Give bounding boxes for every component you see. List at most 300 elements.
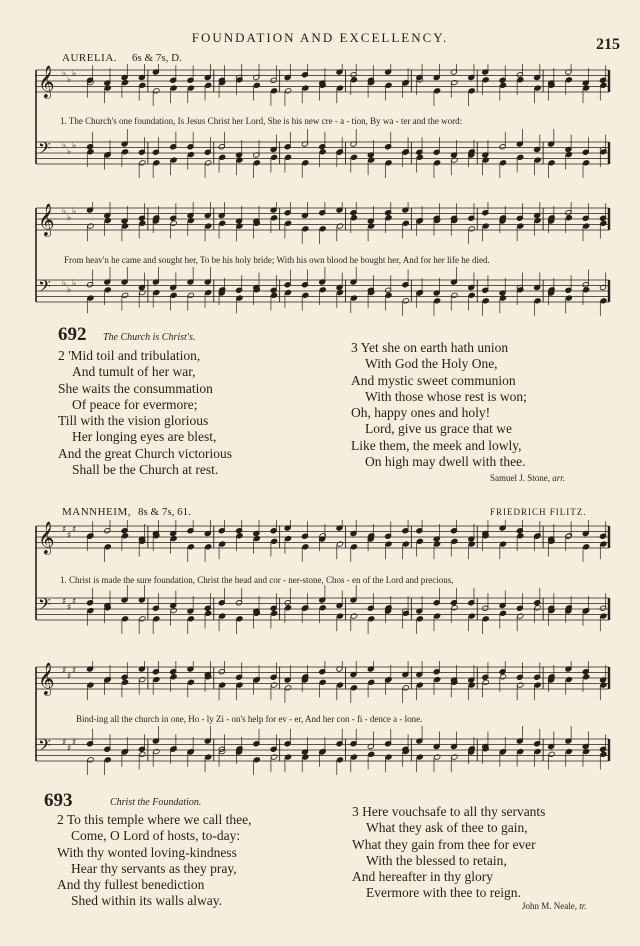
stanza-line: And tumult of her war, [72, 364, 196, 380]
note-head [517, 287, 524, 293]
note-head [499, 160, 506, 166]
note-head [104, 757, 111, 763]
bass-clef-icon: 𝄢 [38, 594, 51, 618]
note-head [153, 160, 160, 166]
note-head [205, 82, 212, 88]
key-signature-icon: ♭ [67, 147, 72, 157]
stanza-line: And mystic sweet communion [351, 372, 516, 388]
note-head [499, 748, 506, 754]
note-head [468, 682, 475, 688]
stanza-line: Till with the vision glorious [58, 413, 209, 429]
stanza-line: She waits the consummation [58, 380, 213, 396]
note-head [104, 544, 111, 550]
key-signature-icon: ♭ [62, 141, 67, 151]
note-head [170, 607, 177, 613]
note-head [205, 544, 212, 550]
note-head [350, 685, 357, 691]
note-head [368, 157, 375, 163]
note-head [121, 79, 128, 85]
note-head [336, 541, 343, 547]
key-signature-icon: ♭ [67, 75, 72, 85]
note-head [336, 757, 343, 763]
key-signature-icon: ♯ [67, 672, 72, 682]
note-head [468, 613, 475, 619]
stanza-line: Hear thy servants as they pray, [71, 860, 237, 876]
stanza-line: What they gain from thee for ever [352, 836, 536, 852]
note-head [170, 674, 177, 680]
note-head [285, 535, 292, 541]
note-head [302, 605, 309, 611]
stanza-line: With the blessed to retain, [366, 852, 507, 868]
note-head [153, 748, 160, 754]
note-head [285, 154, 292, 160]
note-head [499, 82, 506, 88]
note-head [482, 157, 489, 163]
note-head [600, 751, 607, 757]
key-signature-icon: ♯ [72, 525, 77, 535]
note-head [219, 682, 226, 688]
note-head [139, 676, 146, 682]
hymn-title-693: Christ the Foundation. [110, 797, 202, 808]
note-head [468, 88, 475, 94]
note-head [121, 748, 128, 754]
note-head [253, 757, 260, 763]
author-credit-693 [522, 901, 587, 911]
note-head [302, 226, 309, 232]
note-head [319, 748, 326, 754]
note-head [121, 223, 128, 229]
note-head [451, 754, 458, 760]
note-head [319, 287, 326, 293]
note-head [139, 751, 146, 757]
note-head [236, 77, 243, 83]
note-head [219, 541, 226, 547]
note-head [236, 616, 243, 622]
note-head [139, 289, 146, 295]
running-header: FOUNDATION AND EXCELLENCY. [191, 30, 449, 45]
tune-name-mannheim: MANNHEIM, [62, 506, 131, 518]
note-head [534, 157, 541, 163]
note-head [302, 292, 309, 298]
tune-meter-mannheim: 8s & 7s, 61. [138, 506, 191, 518]
note-head [517, 223, 524, 229]
note-head [236, 223, 243, 229]
note-head [451, 292, 458, 298]
note-head [416, 289, 423, 295]
note-head [402, 79, 409, 85]
note-head [87, 757, 94, 763]
key-signature-icon: ♯ [62, 525, 67, 535]
key-signature-icon: ♯ [67, 531, 72, 541]
stanza-line: 2 'Mid toil and tribulation, [58, 348, 201, 363]
note-head [187, 151, 194, 157]
note-head [302, 754, 309, 760]
note-head [385, 754, 392, 760]
note-head [416, 217, 423, 223]
note-head [548, 160, 555, 166]
note-head [285, 220, 292, 226]
key-signature-icon: ♯ [67, 603, 72, 613]
note-head [565, 215, 572, 221]
note-head [583, 544, 590, 550]
note-head [153, 616, 160, 622]
note-head [336, 682, 343, 688]
note-head [385, 541, 392, 547]
key-signature-icon: ♭ [72, 141, 77, 151]
note-head [499, 541, 506, 547]
note-head [87, 149, 94, 155]
note-head [368, 679, 375, 685]
note-head [236, 533, 243, 539]
note-head [482, 616, 489, 622]
stanza-line: With God the Holy One, [365, 356, 498, 372]
note-head [104, 676, 111, 682]
note-head [482, 223, 489, 229]
note-head [583, 223, 590, 229]
note-head [104, 287, 111, 293]
note-head [350, 295, 357, 301]
note-head [236, 682, 243, 688]
note-head [565, 295, 572, 301]
tune-meter-aurelia: 6s & 7s, D. [132, 52, 182, 64]
note-head [336, 289, 343, 295]
note-head [153, 289, 160, 295]
note-head [302, 544, 309, 550]
stanza-line: And the great Church victorious [58, 445, 232, 461]
note-head [139, 82, 146, 88]
note-head [253, 82, 260, 88]
note-head [402, 220, 409, 226]
note-head [583, 674, 590, 680]
note-head [416, 154, 423, 160]
note-head [319, 679, 326, 685]
note-head [121, 679, 128, 685]
note-head [187, 217, 194, 223]
note-head [385, 82, 392, 88]
note-head [534, 605, 541, 611]
note-head [517, 682, 524, 688]
treble-clef-icon: 𝄞 [38, 65, 55, 98]
note-head [253, 676, 260, 682]
note-head [583, 85, 590, 91]
note-head [600, 613, 607, 619]
note-head [139, 220, 146, 226]
note-head [350, 544, 357, 550]
key-signature-icon: ♭ [67, 213, 72, 223]
note-head [517, 748, 524, 754]
note-head [104, 85, 111, 91]
note-head [534, 533, 541, 539]
note-head [350, 215, 357, 221]
note-head [600, 541, 607, 547]
note-head [336, 613, 343, 619]
bass-clef-icon: 𝄢 [38, 276, 51, 300]
note-head [517, 154, 524, 160]
note-head [350, 77, 357, 83]
key-signature-icon: ♯ [72, 666, 77, 676]
note-head [434, 754, 441, 760]
note-head [600, 149, 607, 155]
note-head [402, 541, 409, 547]
note-head [434, 676, 441, 682]
note-head [385, 292, 392, 298]
key-signature-icon: ♯ [72, 738, 77, 748]
stanza-693-2 [57, 812, 252, 910]
note-head [499, 674, 506, 680]
note-head [468, 226, 475, 232]
note-head [416, 538, 423, 544]
note-head [534, 748, 541, 754]
note-head [236, 295, 243, 301]
note-head [534, 85, 541, 91]
note-head [319, 149, 326, 155]
note-head [402, 149, 409, 155]
note-head [517, 77, 524, 83]
note-head [87, 682, 94, 688]
treble-clef-icon: 𝄞 [38, 521, 55, 554]
note-head [187, 748, 194, 754]
note-head [600, 298, 607, 304]
note-head [187, 544, 194, 550]
key-signature-icon: ♯ [72, 597, 77, 607]
note-head [565, 151, 572, 157]
note-head [271, 538, 278, 544]
stanza-line: Of peace for evermore; [72, 396, 198, 412]
note-head [170, 746, 177, 752]
note-head [434, 541, 441, 547]
note-head [205, 160, 212, 166]
treble-clef-icon: 𝄞 [38, 662, 55, 695]
note-head [451, 605, 458, 611]
note-head [402, 298, 409, 304]
note-head [170, 220, 177, 226]
note-head [350, 613, 357, 619]
note-head [153, 88, 160, 94]
stanza-line: And thy fullest benediction [57, 877, 205, 893]
lyric-line-aurelia-2: From heav'n he came and sought her, To be his holy bride; With his own blood he bought her, And for her life he died. [64, 255, 490, 265]
note-head [139, 160, 146, 166]
note-head [548, 751, 555, 757]
note-head [402, 610, 409, 616]
note-head [583, 160, 590, 166]
author-name: John M. Neale, [522, 901, 577, 911]
stanza-line: On high may dwell with thee. [365, 454, 526, 470]
note-head [187, 679, 194, 685]
stanza-line: Shall be the Church at rest. [72, 462, 219, 478]
stanza-line: Oh, happy ones and holy! [351, 405, 491, 421]
note-head [205, 610, 212, 616]
author-suffix: arr. [552, 473, 566, 483]
hymn-title-692: The Church is Christ's. [103, 332, 196, 343]
note-head [87, 223, 94, 229]
note-head [468, 292, 475, 298]
stanza-line: With those whose rest is won; [365, 388, 527, 404]
note-head [534, 682, 541, 688]
key-signature-icon: ♭ [67, 285, 72, 295]
note-head [434, 613, 441, 619]
note-head [565, 676, 572, 682]
note-head [434, 160, 441, 166]
note-head [583, 607, 590, 613]
note-head [285, 685, 292, 691]
note-head [368, 223, 375, 229]
stanza-line: 3 Here vouchsafe to all thy servants [352, 804, 546, 819]
key-signature-icon: ♭ [62, 207, 67, 217]
note-head [205, 289, 212, 295]
key-signature-icon: ♯ [62, 597, 67, 607]
note-head [499, 295, 506, 301]
stanza-line: Evermore with thee to reign. [366, 885, 521, 901]
key-signature-icon: ♭ [72, 69, 77, 79]
key-signature-icon: ♯ [67, 744, 72, 754]
note-head [451, 538, 458, 544]
note-head [187, 616, 194, 622]
note-head [271, 754, 278, 760]
note-head [253, 160, 260, 166]
stanza-line: What they ask of thee to gain, [366, 820, 528, 836]
note-head [336, 223, 343, 229]
stanza-line: Come, O Lord of hosts, to-day: [71, 828, 241, 844]
note-head [153, 676, 160, 682]
note-head [187, 292, 194, 298]
lyric-line-mannheim-2: Bind-ing all the church in one, Ho - ly Zi - on's help for ev - er, And her con - fi - dence a - lone. [76, 714, 423, 724]
stanza-line: Shed within its walls alway. [71, 893, 222, 909]
treble-clef-icon: 𝄞 [38, 203, 55, 236]
note-head [170, 157, 177, 163]
key-signature-icon: ♭ [62, 69, 67, 79]
note-head [285, 289, 292, 295]
stanza-line: 3 Yet she on earth hath union [351, 340, 509, 355]
stanza-line: Her longing eyes are blest, [72, 429, 217, 445]
stanza-692-2 [58, 348, 232, 478]
note-head [285, 605, 292, 611]
note-head [236, 157, 243, 163]
note-head [451, 157, 458, 163]
note-head [87, 295, 94, 301]
note-head [187, 85, 194, 91]
note-head [271, 215, 278, 221]
tune-name-aurelia: AURELIA. [62, 52, 118, 64]
note-head [499, 610, 506, 616]
note-head [368, 616, 375, 622]
hymn-number-692: 692 [58, 324, 87, 345]
note-head [600, 220, 607, 226]
note-head [285, 88, 292, 94]
note-head [482, 77, 489, 83]
lyric-line-aurelia-1: 1. The Church's one foundation, Is Jesus Christ her Lord, She is his new cre - a - tion, By wa - ter and the word: [60, 116, 463, 126]
author-credit-692 [490, 473, 565, 483]
note-head [385, 215, 392, 221]
note-head [285, 754, 292, 760]
note-head [121, 292, 128, 298]
note-head [416, 754, 423, 760]
note-head [468, 541, 475, 547]
note-head [170, 85, 177, 91]
note-head [271, 292, 278, 298]
note-head [170, 535, 177, 541]
note-head [517, 613, 524, 619]
page-number: 215 [596, 36, 620, 53]
note-head [434, 88, 441, 94]
note-head [565, 748, 572, 754]
stanza-693-3 [352, 804, 545, 902]
note-head [271, 610, 278, 616]
note-head [416, 616, 423, 622]
note-head [205, 223, 212, 229]
note-head [104, 217, 111, 223]
note-head [319, 605, 326, 611]
music-staff-notation [30, 64, 615, 189]
author-suffix: tr. [579, 901, 587, 911]
stanza-line: Lord, give us grace that we [365, 421, 512, 437]
note-head [565, 77, 572, 83]
music-system-aurelia-1 [30, 64, 615, 189]
note-head [104, 151, 111, 157]
note-head [402, 685, 409, 691]
note-head [517, 533, 524, 539]
note-head [350, 154, 357, 160]
note-head [219, 220, 226, 226]
note-head [121, 616, 128, 622]
note-head [219, 154, 226, 160]
note-head [600, 82, 607, 88]
note-head [121, 533, 128, 539]
note-head [253, 535, 260, 541]
note-head [271, 154, 278, 160]
note-head [451, 79, 458, 85]
note-head [416, 682, 423, 688]
key-signature-icon: ♯ [62, 738, 67, 748]
stanza-line: Like them, the meek and lowly, [351, 437, 522, 453]
note-head [271, 682, 278, 688]
stanza-line: And hereafter in thy glory [352, 869, 493, 885]
key-signature-icon: ♭ [62, 279, 67, 289]
note-head [139, 616, 146, 622]
note-head [87, 607, 94, 613]
stanza-692-3 [351, 340, 527, 470]
note-head [271, 88, 278, 94]
note-head [170, 292, 177, 298]
hymn-number-693: 693 [44, 790, 73, 811]
key-signature-icon: ♭ [72, 279, 77, 289]
lyric-line-mannheim-1: 1. Christ is made the sure foundation, Christ the head and cor - ner-stone, Chos - en of the Lord and precious, [60, 575, 454, 585]
note-head [583, 748, 590, 754]
key-signature-icon: ♯ [62, 666, 67, 676]
author-name: Samuel J. Stone, [490, 473, 550, 483]
note-head [350, 754, 357, 760]
note-head [482, 679, 489, 685]
note-head [319, 226, 326, 232]
composer-mannheim: FRIEDRICH FILITZ. [490, 507, 587, 517]
note-head [368, 751, 375, 757]
note-head [385, 676, 392, 682]
note-head [482, 298, 489, 304]
note-head [336, 85, 343, 91]
note-head [600, 682, 607, 688]
note-head [583, 287, 590, 293]
stanza-line: With thy wonted loving-kindness [57, 844, 237, 860]
note-head [534, 298, 541, 304]
stanza-line: 2 To this temple where we call thee, [57, 812, 252, 827]
key-signature-icon: ♭ [72, 207, 77, 217]
note-head [434, 298, 441, 304]
note-head [205, 754, 212, 760]
note-head [302, 160, 309, 166]
note-head [534, 217, 541, 223]
note-head [336, 149, 343, 155]
note-head [121, 149, 128, 155]
note-head [219, 613, 226, 619]
